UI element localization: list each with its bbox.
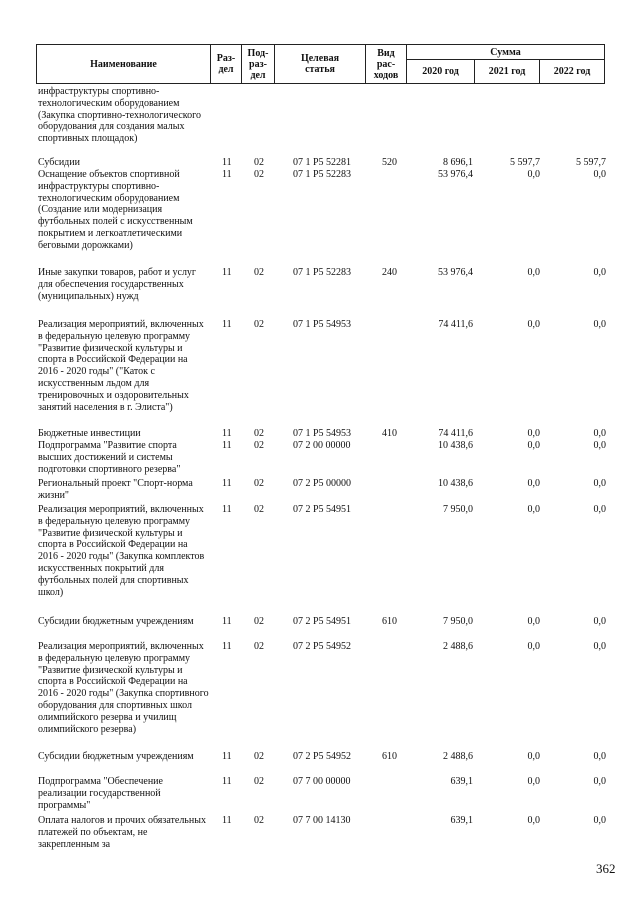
cell-s2021: 5 597,7: [510, 157, 540, 168]
cell-podr: 02: [254, 616, 264, 627]
header-2022: 2022 год: [540, 60, 605, 84]
cell-s2022: 0,0: [593, 815, 606, 826]
cell-podr: 02: [254, 267, 264, 278]
header-2020: 2020 год: [407, 60, 475, 84]
cell-razdel: 11: [222, 776, 232, 787]
cell-vid: 610: [382, 616, 397, 627]
cell-s2022: 0,0: [593, 428, 606, 439]
cell-name: Субсидии бюджетным учреждениям: [38, 751, 194, 762]
cell-s2021: 0,0: [527, 478, 540, 489]
cell-name: Реализация мероприятий, включенных в федеральную целевую программу "Развитие физической культуры и спорта в Российской Федерации на 2016 - 2020 годы" ("Каток с искусственным льдом для тренировочных и оздоровительных занятий населения в г. Элиста"): [38, 319, 204, 413]
header-2021: 2021 год: [475, 60, 540, 84]
cell-podr: 02: [254, 169, 264, 180]
cell-tsel: 07 1 P5 54953: [293, 319, 352, 330]
cell-s2021: 0,0: [527, 776, 540, 787]
cell-vid: 520: [382, 157, 397, 168]
cell-tsel: 07 2 P5 54951: [293, 616, 352, 627]
cell-razdel: 11: [222, 267, 232, 278]
cell-tsel: 07 1 P5 54953: [293, 428, 352, 439]
cell-razdel: 11: [222, 616, 232, 627]
cell-s2021: 0,0: [527, 169, 540, 180]
cell-s2020: 53 976,4: [438, 267, 473, 278]
cell-s2022: 0,0: [593, 319, 606, 330]
cell-s2020: 639,1: [450, 815, 473, 826]
cell-razdel: 11: [222, 641, 232, 652]
cell-vid: 610: [382, 751, 397, 762]
cell-tsel: 07 1 P5 52283: [293, 267, 352, 278]
cell-tsel: 07 2 P5 54952: [293, 751, 352, 762]
cell-podr: 02: [254, 319, 264, 330]
cell-vid: 410: [382, 428, 397, 439]
cell-s2022: 0,0: [593, 641, 606, 652]
cell-s2021: 0,0: [527, 428, 540, 439]
cell-name: Оплата налогов и прочих обязательных платежей по объектам, не закрепленным за: [38, 815, 206, 850]
cell-podr: 02: [254, 751, 264, 762]
cell-razdel: 11: [222, 440, 232, 451]
cell-s2022: 0,0: [593, 751, 606, 762]
table-header: [36, 44, 605, 84]
cell-name: Реализация мероприятий, включенных в федеральную целевую программу "Развитие физической культуры и спорта в Российской Федерации на 2016 - 2020 годы" (Закупка комплектов искусственных покрытий для футбольных полей для спортивных школ): [38, 504, 205, 598]
cell-tsel: 07 2 P5 00000: [293, 478, 352, 489]
cell-podr: 02: [254, 440, 264, 451]
cell-razdel: 11: [222, 169, 232, 180]
cell-tsel: 07 1 P5 52283: [293, 169, 352, 180]
cell-tsel: 07 2 P5 54951: [293, 504, 352, 515]
cell-podr: 02: [254, 815, 264, 826]
cell-podr: 02: [254, 157, 264, 168]
cell-s2022: 0,0: [593, 616, 606, 627]
header-podrazdel: Под- раз- дел: [242, 45, 275, 84]
header-summa: Сумма: [407, 45, 605, 60]
cell-s2020: 2 488,6: [443, 641, 473, 652]
cell-podr: 02: [254, 776, 264, 787]
cell-tsel: 07 1 P5 52281: [293, 157, 352, 168]
cell-razdel: 11: [222, 319, 232, 330]
page-number: 362: [596, 861, 616, 876]
cell-s2022: 0,0: [593, 776, 606, 787]
cell-razdel: 11: [222, 815, 232, 826]
cell-s2020: 74 411,6: [438, 319, 473, 330]
cell-s2022: 0,0: [593, 440, 606, 451]
cell-razdel: 11: [222, 157, 232, 168]
cell-vid: 240: [382, 267, 397, 278]
cell-name: Подпрограмма "Обеспечение реализации государственной программы": [38, 776, 163, 811]
cell-s2020: 10 438,6: [438, 478, 473, 489]
cell-s2021: 0,0: [527, 267, 540, 278]
header-vid-rashodov: Вид рас- ходов: [366, 45, 407, 84]
cell-tsel: 07 7 00 14130: [293, 815, 351, 826]
header-razdel: Раз- дел: [211, 45, 242, 84]
cell-name: Оснащение объектов спортивной инфраструктуры спортивно-технологическим оборудованием (Создание или модернизация футбольных полей с искусственным покрытием и легкоатлетическими беговыми дорожками): [38, 169, 193, 251]
cell-tsel: 07 7 00 00000: [293, 776, 351, 787]
header-name: Наименование: [37, 45, 211, 84]
cell-name: Реализация мероприятий, включенных в федеральную целевую программу "Развитие физической культуры и спорта в Российской Федерации на 2016 - 2020 годы" (Закупка спортивного оборудования для спортивных школ олимпийского резерва и училищ олимпийского резерва): [38, 641, 209, 735]
cell-s2021: 0,0: [527, 641, 540, 652]
cell-name: Подпрограмма "Развитие спорта высших достижений и системы подготовки спортивного резерва": [38, 440, 181, 475]
cell-s2021: 0,0: [527, 751, 540, 762]
cell-podr: 02: [254, 478, 264, 489]
cell-tsel: 07 2 00 00000: [293, 440, 351, 451]
cell-name: Региональный проект "Спорт-норма жизни": [38, 478, 193, 501]
cell-podr: 02: [254, 504, 264, 515]
cell-name: инфраструктуры спортивно-технологическим оборудованием (Закупка спортивно-технологического оборудования для создания малых спортивных площадок): [38, 86, 201, 145]
header-tselevaya-statya: Целевая статья: [275, 45, 366, 84]
cell-s2021: 0,0: [527, 504, 540, 515]
cell-razdel: 11: [222, 478, 232, 489]
cell-s2020: 7 950,0: [443, 616, 473, 627]
cell-razdel: 11: [222, 428, 232, 439]
cell-s2020: 53 976,4: [438, 169, 473, 180]
cell-s2022: 0,0: [593, 504, 606, 515]
cell-s2022: 0,0: [593, 169, 606, 180]
cell-name: Субсидии: [38, 157, 80, 168]
cell-s2021: 0,0: [527, 319, 540, 330]
cell-name: Бюджетные инвестиции: [38, 428, 141, 439]
cell-podr: 02: [254, 641, 264, 652]
cell-s2021: 0,0: [527, 616, 540, 627]
cell-s2021: 0,0: [527, 440, 540, 451]
cell-s2022: 0,0: [593, 478, 606, 489]
cell-s2020: 7 950,0: [443, 504, 473, 515]
cell-s2020: 639,1: [450, 776, 473, 787]
cell-razdel: 11: [222, 751, 232, 762]
cell-s2021: 0,0: [527, 815, 540, 826]
cell-s2022: 5 597,7: [576, 157, 606, 168]
cell-podr: 02: [254, 428, 264, 439]
cell-s2020: 10 438,6: [438, 440, 473, 451]
cell-s2020: 8 696,1: [443, 157, 473, 168]
cell-s2020: 74 411,6: [438, 428, 473, 439]
cell-name: Субсидии бюджетным учреждениям: [38, 616, 194, 627]
cell-s2022: 0,0: [593, 267, 606, 278]
cell-s2020: 2 488,6: [443, 751, 473, 762]
cell-razdel: 11: [222, 504, 232, 515]
cell-tsel: 07 2 P5 54952: [293, 641, 352, 652]
cell-name: Иные закупки товаров, работ и услуг для обеспечения государственных (муниципальных) нужд: [38, 267, 197, 302]
